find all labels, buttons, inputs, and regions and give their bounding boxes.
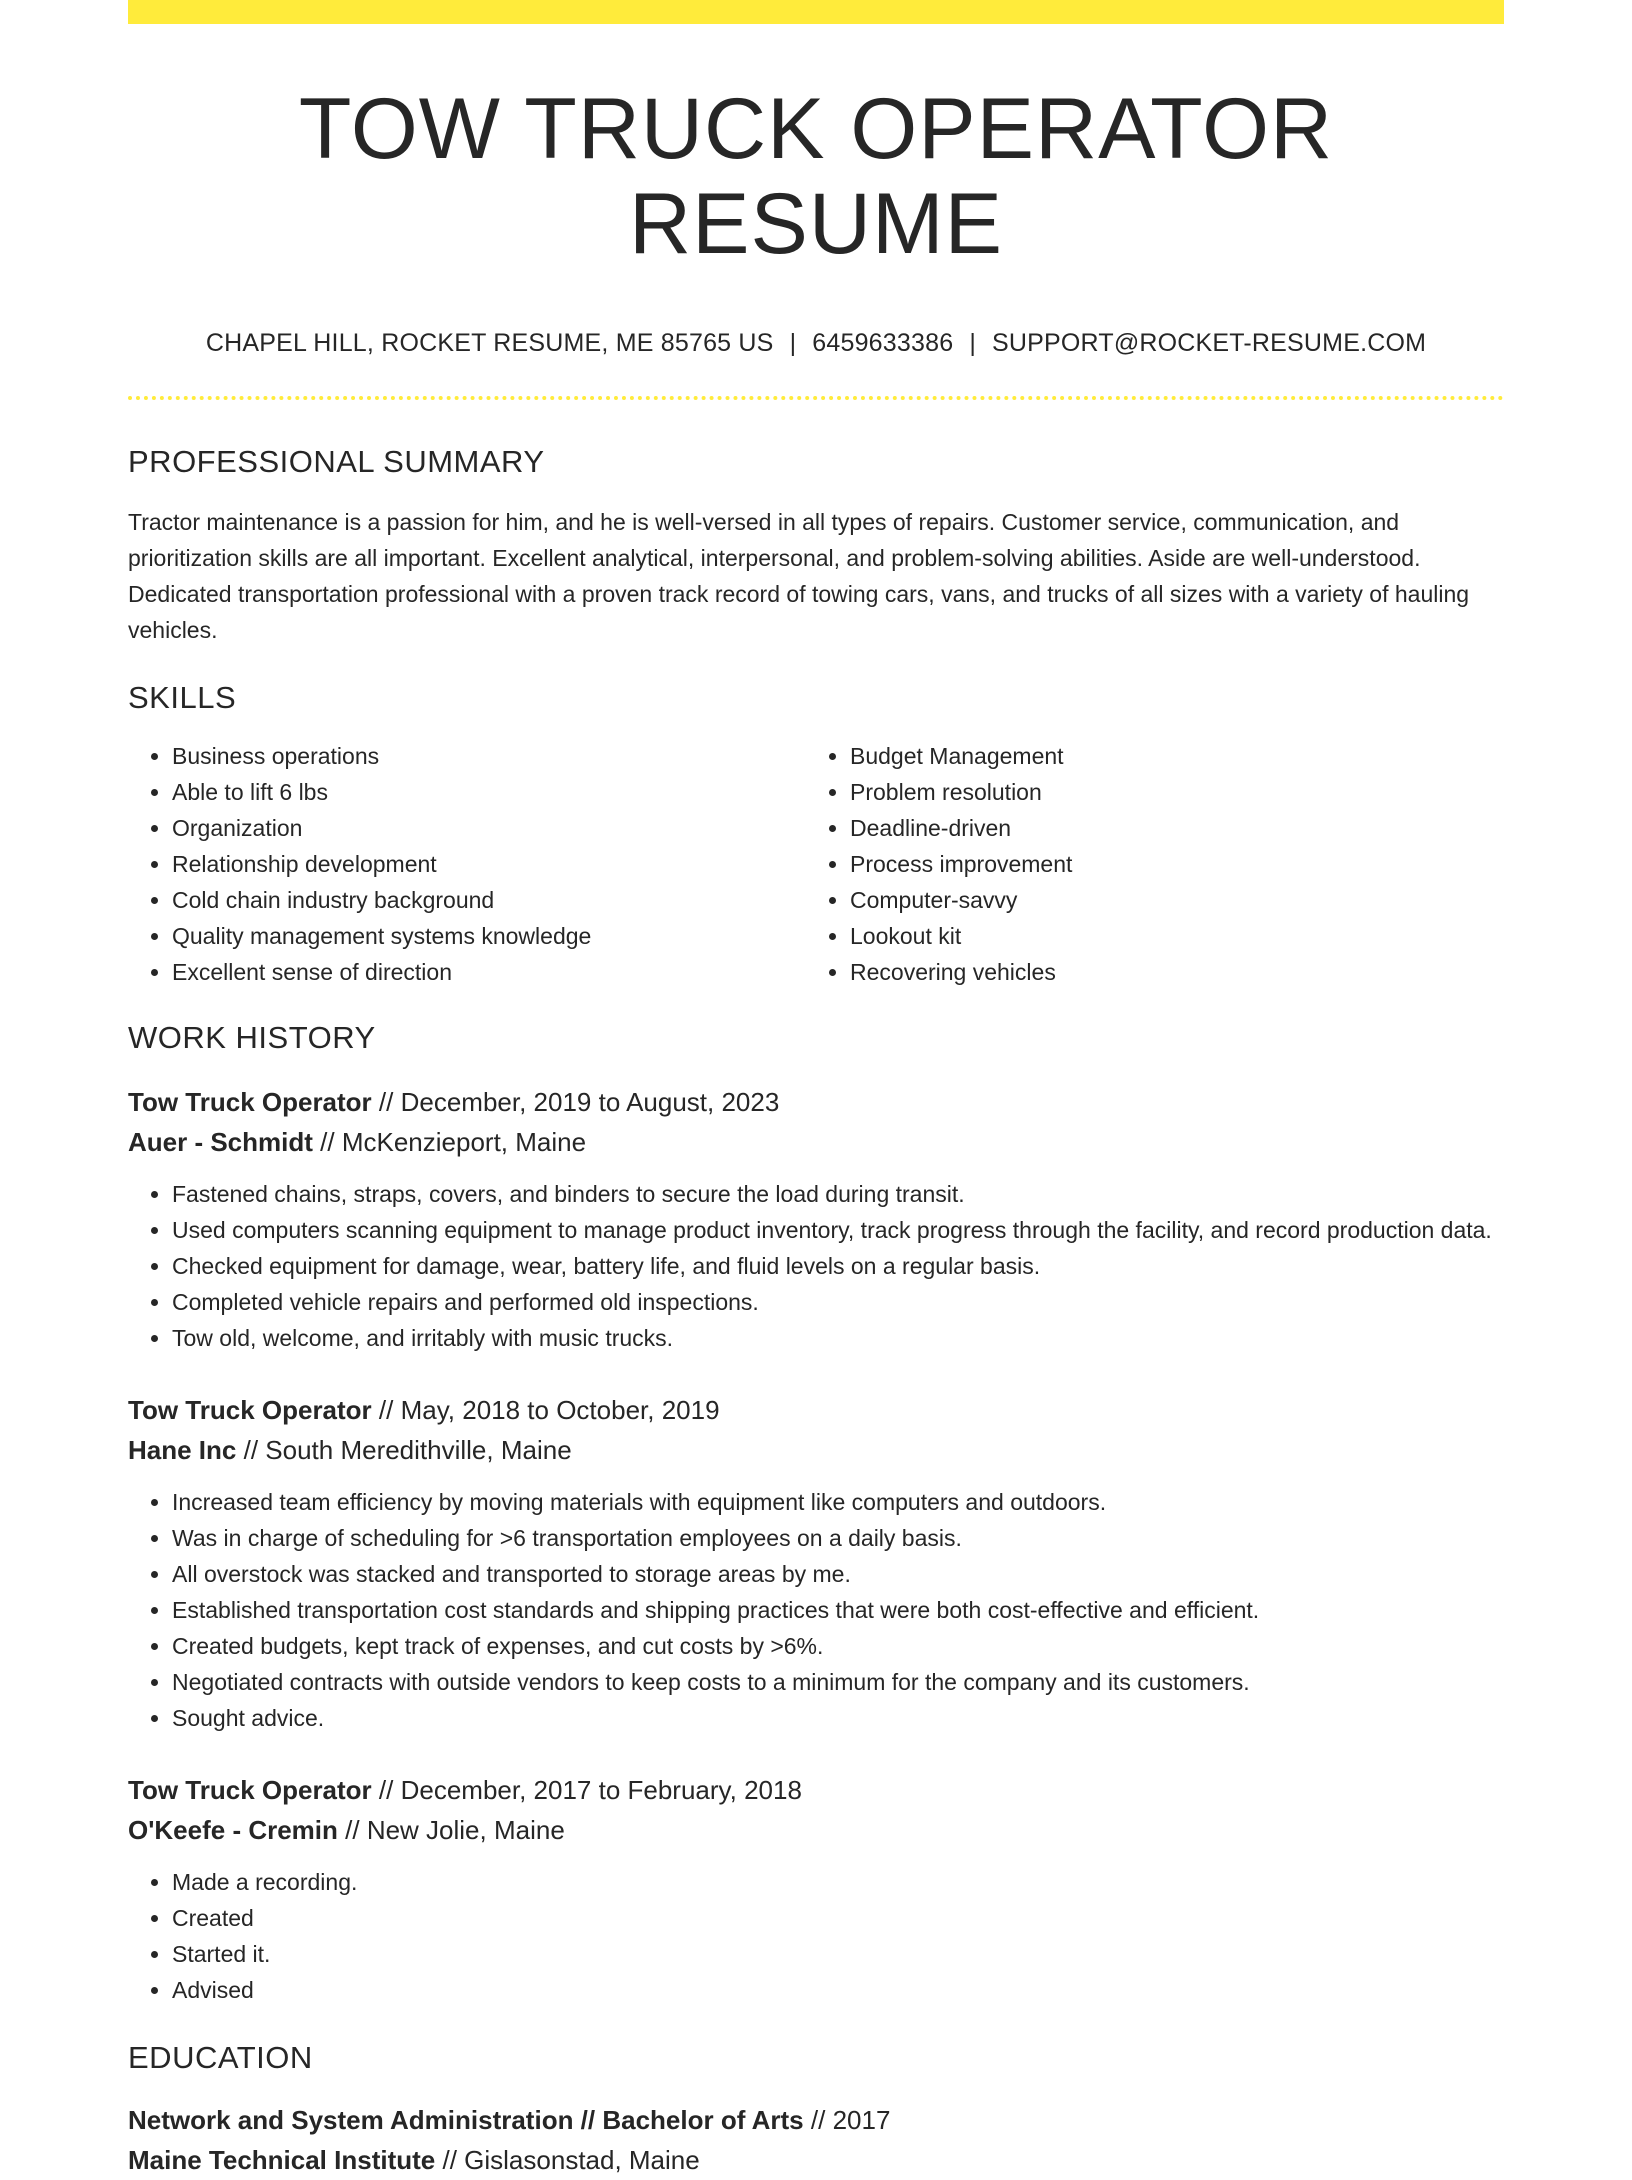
section-title-summary: PROFESSIONAL SUMMARY [128,444,545,480]
summary-section [128,444,1504,648]
job-bullet: • Created [172,1900,1504,1936]
education-year: 2017 [832,2105,891,2136]
job-bullet: • Sought advice. [172,1700,1504,1736]
job-bullets [128,1176,1504,1356]
skill-item: • Relationship development [172,846,806,882]
contact-separator: | [789,329,797,358]
job-separator: // [371,1775,401,1806]
skills-left-column [128,738,806,990]
job-company: Auer - Schmidt [128,1127,313,1158]
education-school: Maine Technical Institute [128,2145,436,2176]
skill-item: • Budget Management [850,738,1484,774]
job-dates: May, 2018 to October, 2019 [400,1395,720,1426]
skill-item: • Able to lift 6 lbs [172,774,806,810]
job-bullet: • Checked equipment for damage, wear, battery life, and fluid levels on a regular basis. [172,1248,1504,1284]
skills-grid [128,738,1504,990]
section-title-skills: SKILLS [128,680,237,716]
skill-item: • Cold chain industry background [172,882,806,918]
job-location: New Jolie, Maine [366,1815,565,1846]
job-title-line [128,1770,1504,1810]
contact-address: CHAPEL HILL, ROCKET RESUME, ME 85765 US [205,329,774,358]
skill-item: • Quality management systems knowledge [172,918,806,954]
education-entry [128,2100,1504,2180]
skill-item: • Process improvement [850,846,1484,882]
job-bullet: • Fastened chains, straps, covers, and binders to secure the load during transit. [172,1176,1504,1212]
education-list [128,2100,1504,2180]
contact-phone: 6459633386 [812,329,954,358]
education-section [128,2040,1504,2180]
job-dates: December, 2019 to August, 2023 [400,1087,780,1118]
skill-item: • Computer-savvy [850,882,1484,918]
job-bullet: • Established transportation cost standards and shipping practices that were both cost-effective and efficient. [172,1592,1504,1628]
job-bullets [128,1484,1504,1736]
skill-item: • Deadline-driven [850,810,1484,846]
skill-item: • Problem resolution [850,774,1484,810]
education-separator: // [803,2105,833,2136]
job-separator: // [312,1127,342,1158]
job-bullet: • Negotiated contracts with outside vendors to keep costs to a minimum for the company and its customers. [172,1664,1504,1700]
work-history-section [128,1020,1504,2008]
job-company-line [128,1122,1504,1162]
job-separator: // [371,1087,401,1118]
job-role: Tow Truck Operator [128,1087,372,1118]
education-separator: // [435,2145,465,2176]
contact-line [128,329,1504,358]
education-location: Gislasonstad, Maine [464,2145,700,2176]
job-bullet: • Completed vehicle repairs and performed old inspections. [172,1284,1504,1320]
skill-item: • Lookout kit [850,918,1484,954]
skill-item: • Recovering vehicles [850,954,1484,990]
job-bullet: • Increased team efficiency by moving materials with equipment like computers and outdoors. [172,1484,1504,1520]
job-entry [128,1770,1504,2008]
job-location: South Meredithville, Maine [265,1435,572,1466]
job-title-line [128,1390,1504,1430]
skills-right-column [806,738,1484,990]
job-bullet: • Advised [172,1972,1504,2008]
top-accent-bar [128,0,1504,24]
job-entry [128,1390,1504,1736]
resume-page [128,0,1504,2180]
job-bullet: • Made a recording. [172,1864,1504,1900]
summary-text: Tractor maintenance is a passion for him, and he is well-versed in all types of repairs. Customer service, communication, and prioritization skills are all important. Excellent analytical, interpersonal, and problem-solving abilities. Aside are well-understood. Dedicated transportation professional with a proven track record of towing cars, vans, and trucks of all sizes with a variety of hauling vehicles. [128,509,1470,644]
education-degree-line [128,2100,1504,2140]
job-bullet: • Used computers scanning equipment to manage product inventory, track progress through the facility, and record production data. [172,1212,1504,1248]
section-title-education: EDUCATION [128,2040,313,2076]
job-role: Tow Truck Operator [128,1775,372,1806]
skill-item: • Organization [172,810,806,846]
job-location: McKenzieport, Maine [341,1127,587,1158]
job-bullet: • Started it. [172,1936,1504,1972]
education-degree: Network and System Administration // Bachelor of Arts [128,2105,804,2136]
contact-email: SUPPORT@ROCKET-RESUME.COM [992,329,1427,358]
job-dates: December, 2017 to February, 2018 [400,1775,802,1806]
job-role: Tow Truck Operator [128,1395,372,1426]
skills-section [128,680,1504,990]
job-bullet: • Tow old, welcome, and irritably with music trucks. [172,1320,1504,1356]
education-school-line [128,2140,1504,2180]
job-bullet: • All overstock was stacked and transported to storage areas by me. [172,1556,1504,1592]
job-bullet: • Created budgets, kept track of expenses, and cut costs by >6%. [172,1628,1504,1664]
job-bullet: • Was in charge of scheduling for >6 transportation employees on a daily basis. [172,1520,1504,1556]
skill-item: • Business operations [172,738,806,774]
job-company: O'Keefe - Cremin [128,1815,338,1846]
job-title-line [128,1082,1504,1122]
job-company-line [128,1810,1504,1850]
skill-item: • Excellent sense of direction [172,954,806,990]
job-list [128,1082,1504,2008]
job-separator: // [337,1815,367,1846]
job-bullets [128,1864,1504,2008]
job-company: Hane Inc [128,1435,237,1466]
resume-title: TOW TRUCK OPERATOR RESUME [298,81,1334,272]
job-separator: // [236,1435,266,1466]
contact-separator: | [969,329,977,358]
job-company-line [128,1430,1504,1470]
section-title-work-history: WORK HISTORY [128,1020,376,1056]
job-separator: // [371,1395,401,1426]
job-entry [128,1082,1504,1356]
dotted-divider [128,396,1504,400]
